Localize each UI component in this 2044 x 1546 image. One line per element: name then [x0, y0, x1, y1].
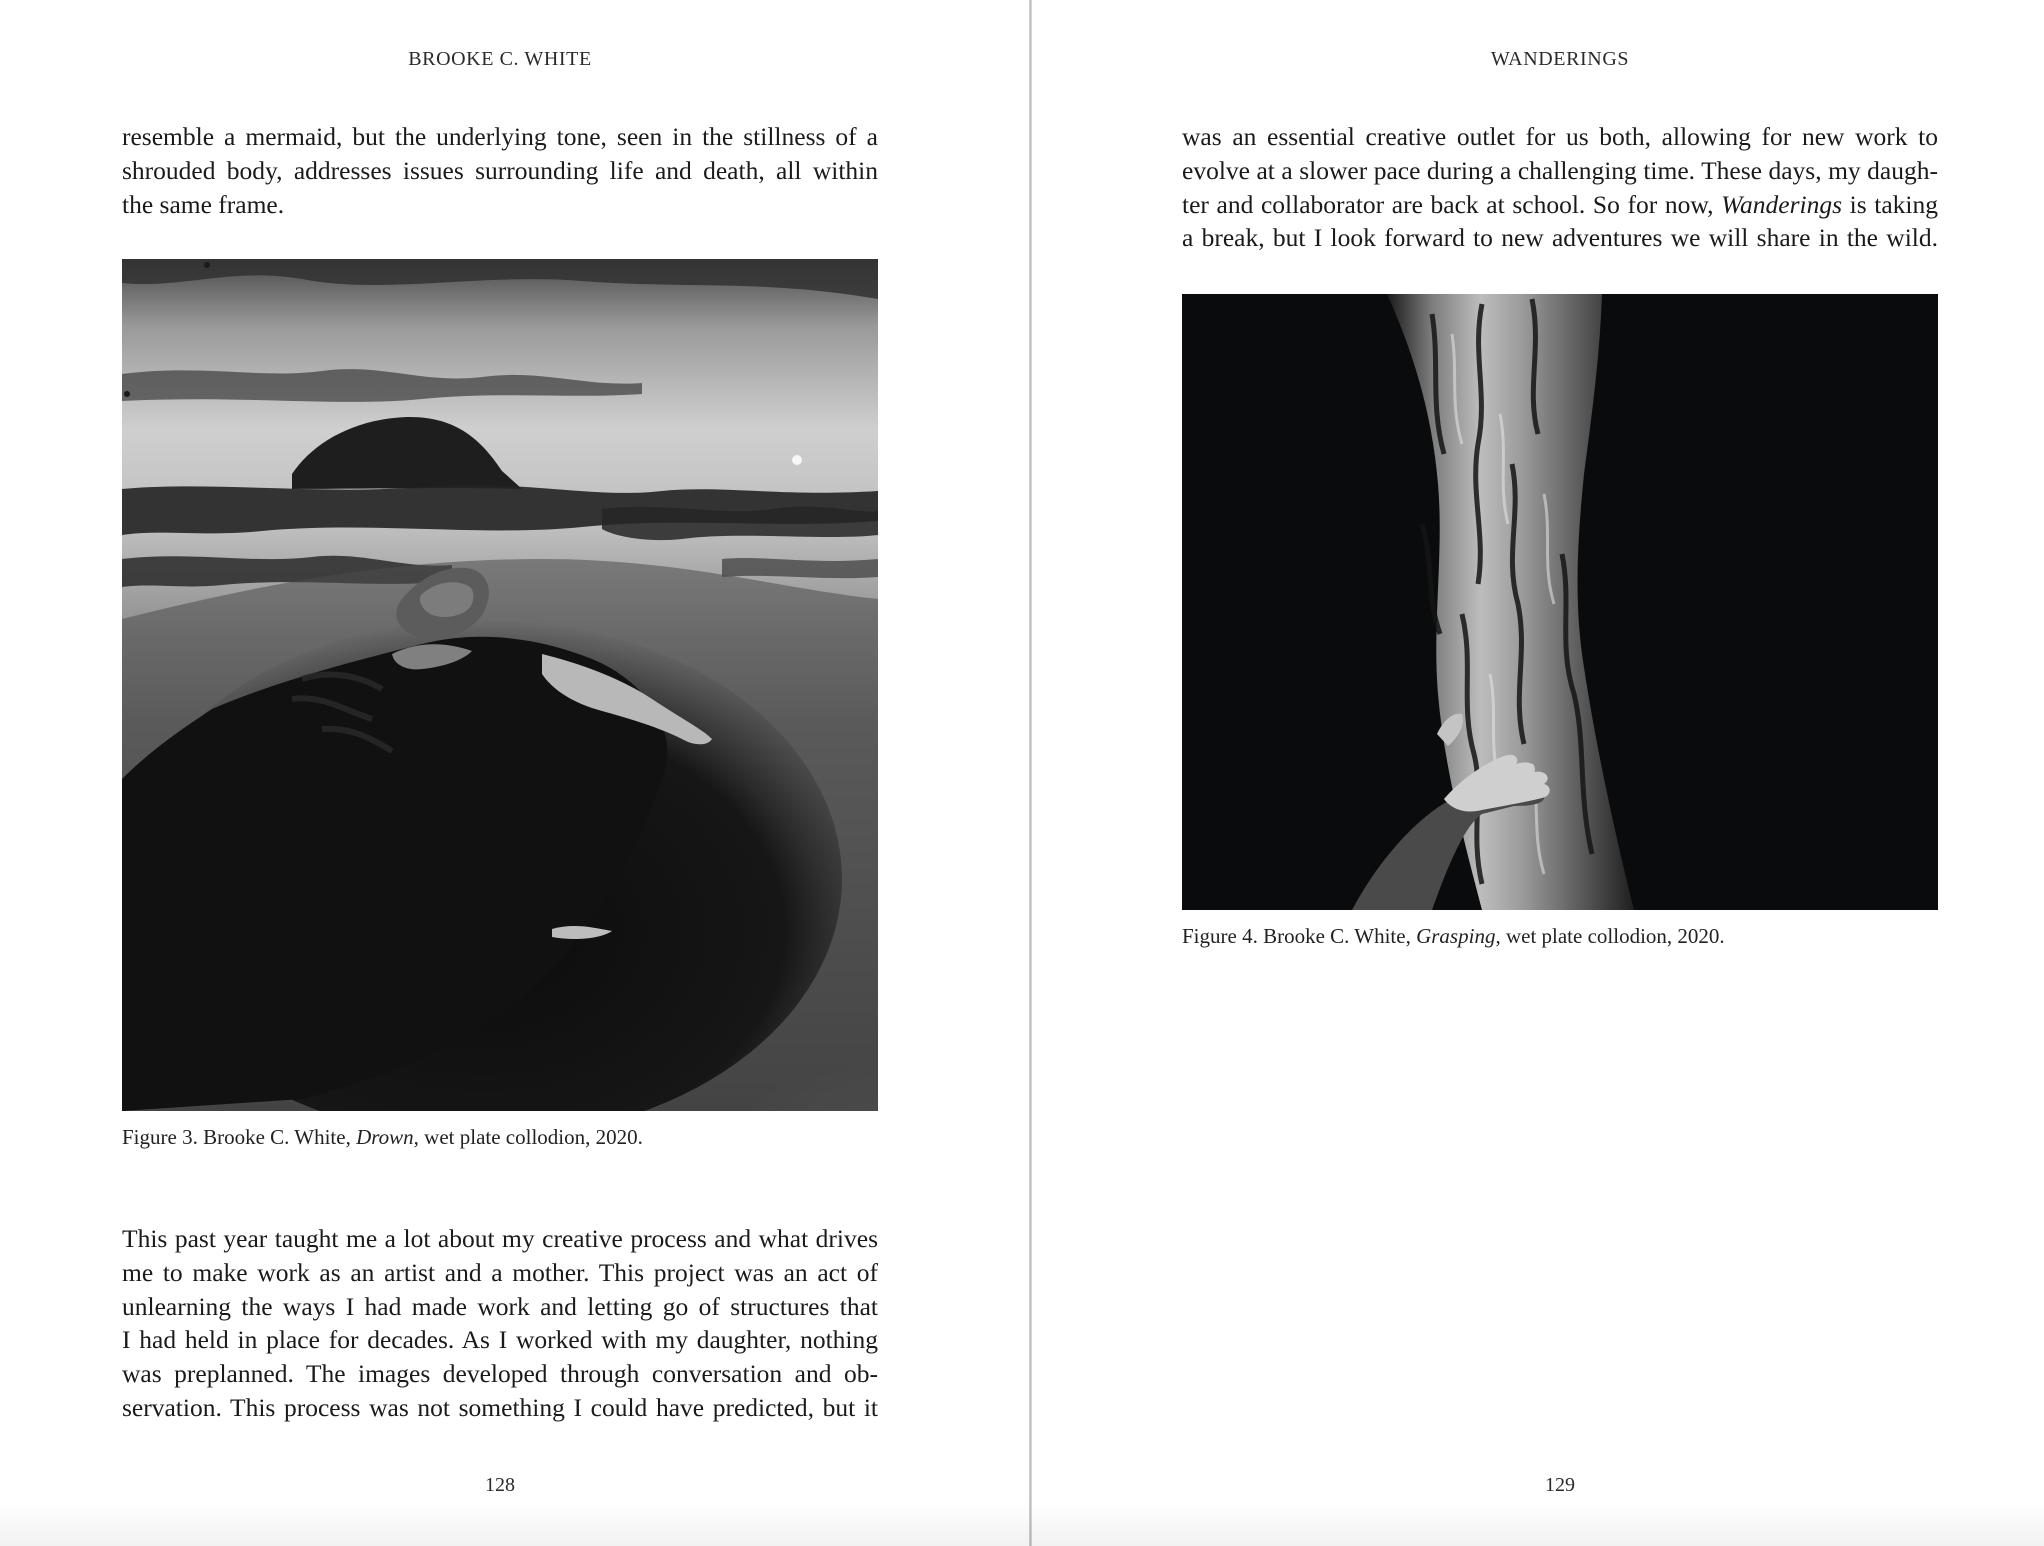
figure-grasping-photo	[1182, 294, 1938, 910]
text-line: was preplanned. The images developed through conversation and ob-	[122, 1359, 878, 1389]
page-number-left: 128	[485, 1474, 515, 1496]
caption-label: Figure 4. Brooke C. White,	[1182, 924, 1417, 948]
text-line: This past year taught me a lot about my creative process and what drives	[122, 1224, 878, 1253]
right-page	[1032, 0, 2044, 1546]
page-number-right: 129	[1545, 1474, 1575, 1496]
caption-title: Drown	[356, 1125, 414, 1149]
italic-title: Wanderings	[1721, 189, 1842, 219]
text-line: I had held in place for decades. As I worked with my daughter, nothing	[122, 1325, 878, 1355]
text-line: resemble a mermaid, but the underlying tone, seen in the stillness of a	[122, 122, 878, 151]
text-line: me to make work as an artist and a mother. This project was an act of	[122, 1257, 878, 1287]
running-head-author: BROOKE C. WHITE	[408, 48, 592, 70]
figure-4-caption	[1182, 922, 1725, 950]
text-line-with-italic	[1182, 188, 1938, 222]
grasping-photo-image	[1182, 294, 1938, 910]
text-line: evolve at a slower pace during a challenging time. These days, my daugh-	[1182, 155, 1938, 185]
running-head-title: WANDERINGS	[1490, 48, 1630, 70]
text-segment: is taking	[1842, 189, 1938, 219]
caption-details: , wet plate collodion, 2020.	[1495, 924, 1725, 948]
paragraph-closing	[1182, 120, 1938, 255]
paragraph-continuation	[122, 120, 878, 221]
figure-drown-photo	[122, 259, 878, 1111]
figure-3-caption	[122, 1123, 643, 1151]
caption-title: Grasping	[1416, 924, 1496, 948]
caption-label: Figure 3. Brooke C. White,	[122, 1125, 357, 1149]
caption-details: , wet plate collodion, 2020.	[413, 1125, 643, 1149]
drown-photo-image	[122, 259, 878, 1111]
text-line: the same frame.	[122, 189, 285, 219]
text-line: unlearning the ways I had made work and letting go of structures that	[122, 1291, 878, 1321]
text-line: a break, but I look forward to new adventures we will share in the wild.	[1182, 223, 1938, 253]
page-edge-shadow	[0, 1500, 2044, 1546]
text-segment: ter and collaborator are back at school. So for now,	[1182, 189, 1722, 219]
paragraph-reflection	[122, 1222, 878, 1425]
text-line: shrouded body, addresses issues surrounding life and death, all within	[122, 155, 878, 185]
text-line: was an essential creative outlet for us both, allowing for new work to	[1182, 122, 1938, 151]
text-line: servation. This process was not something I could have predicted, but it	[122, 1392, 878, 1422]
